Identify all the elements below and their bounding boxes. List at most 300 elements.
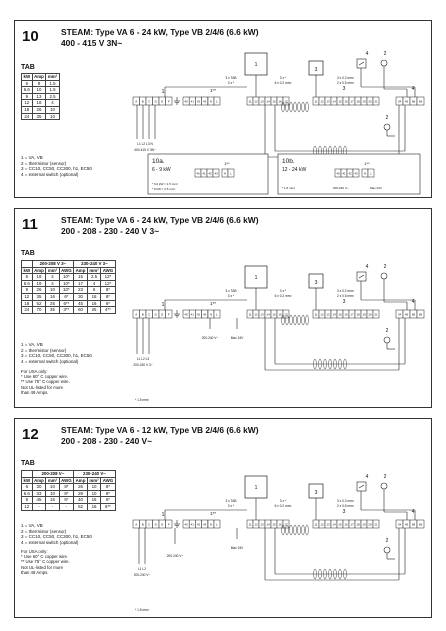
sensor-symbol — [381, 483, 387, 489]
section-title: STEAM: Type VA 6 - 12 kW, Type VB 2/4/6 (6.6 kW) 200 - 208 - 230 - 240 V~ — [61, 425, 259, 446]
unit-number-label: 1 — [161, 89, 165, 95]
supply-phases-label: L1 L2 L3 — [136, 357, 150, 361]
table-cell: 23 — [74, 287, 88, 294]
terminal-label: 41 — [190, 522, 194, 527]
terminal-label: 45 — [404, 522, 409, 527]
table-cell: 10 — [87, 490, 100, 497]
terminal-label: L — [216, 312, 218, 317]
terminal-label: 15 — [272, 99, 276, 104]
terminal-label: 12 — [320, 522, 324, 527]
table-header-cell: 230-240 V 3~ — [74, 261, 116, 268]
legend-item: 1 = VA, VB — [21, 342, 43, 347]
usa-note: than 48 Amps. — [21, 389, 49, 395]
terminal-label: 13 — [326, 522, 330, 527]
terminal-label: 41 — [190, 312, 194, 317]
terminal-label: 68 — [411, 522, 416, 527]
table-cell: 9 — [22, 287, 33, 294]
terminal-label: 14 — [332, 99, 336, 104]
unit-number-label: 4 — [411, 86, 415, 92]
terminal-label: B — [141, 522, 144, 527]
max-voltage-label: Max 24V — [370, 186, 382, 190]
usa-note: ** Use 75° C copper wire. — [21, 559, 70, 565]
terminal-label: C — [148, 312, 151, 317]
table-cell: 24 — [22, 307, 33, 314]
subdiagram-note: * 9 kW = 2.5 mm² — [152, 187, 176, 191]
table-cell: 10* — [59, 274, 74, 281]
terminal-label: 13 — [326, 99, 330, 104]
table-cell: 70 — [32, 307, 46, 314]
terminal-label: L — [216, 99, 218, 104]
terminal-label: 13 — [260, 522, 264, 527]
cable-bundle — [298, 102, 301, 112]
table-cell: 6.6 — [22, 490, 33, 497]
legend-item: 4 = external switch (optional) — [21, 539, 79, 545]
table-cell: - — [46, 503, 59, 510]
cable-label: 3 x 0.2 mm² — [337, 76, 354, 80]
unit-number-label: 2 — [385, 328, 389, 334]
cable-bundle — [290, 525, 293, 535]
section-11 — [14, 208, 432, 408]
table-header-cell: Amp — [34, 74, 44, 79]
terminal-label: 40 — [196, 171, 200, 176]
legend-item: 1 = VA, VB — [21, 523, 43, 528]
terminal-label: 15 — [338, 99, 342, 104]
terminal-label: 43 — [203, 312, 207, 317]
terminal-label: 13 — [260, 99, 264, 104]
terminal-label: 16 — [278, 522, 282, 527]
terminal-label: F — [167, 312, 170, 317]
wiring-diagram — [15, 209, 433, 409]
section-title: STEAM: Type VA 6 - 24 kW, Type VB 2/4/6 (6.6 kW) 400 - 415 V 3N~ — [61, 27, 259, 48]
cable-bundle — [294, 525, 297, 535]
table-cell: 18 — [22, 106, 33, 113]
table-cell: 8* — [101, 287, 116, 294]
table-header-cell: Amp — [34, 267, 44, 273]
cable-label: 3 x 0.2 mm² — [337, 499, 354, 503]
terminal-label: 34 — [397, 522, 402, 527]
cable-bundle — [306, 315, 309, 325]
terminal-label: 42 — [208, 171, 212, 176]
subdiagram-note: * 1.5 mm² — [282, 186, 296, 190]
cable-label: 3 x * — [279, 499, 287, 503]
table-header-cell: kW — [23, 74, 31, 79]
table-cell: 10 — [46, 484, 59, 491]
table-cell: 30 — [32, 484, 46, 491]
terminal-label: 19 — [362, 99, 366, 104]
terminal-label: 69 — [418, 522, 423, 527]
sensor-symbol — [384, 547, 390, 553]
terminal-label: F — [167, 99, 170, 104]
table-cell: 35 — [32, 293, 46, 300]
terminal-label: 42 — [196, 522, 201, 527]
terminal-label: 11 — [314, 522, 318, 527]
terminal-label: D — [154, 99, 157, 104]
cable-label: 3 x TAB — [225, 76, 237, 80]
table-cell: 25 — [46, 300, 59, 307]
unit-number-label: 1 — [161, 302, 165, 308]
unit-number-label: 3 — [314, 490, 318, 496]
terminal-label: D — [154, 312, 157, 317]
table-header-cell: AWG — [61, 477, 72, 483]
legend-item: 2 = thermistor (sensor) — [21, 347, 67, 353]
cable-label: 3 x 0.2 mm² — [337, 289, 354, 293]
table-cell: 6 — [22, 484, 33, 491]
table-cell: 18 — [32, 100, 46, 107]
table-cell: 6* — [59, 293, 74, 300]
table-cell: 35 — [32, 113, 46, 120]
terminal-label: 20 — [368, 522, 372, 527]
usa-note: ** Use 75° C copper wire. — [21, 379, 70, 385]
legend-item: 2 = thermistor (sensor) — [21, 160, 67, 166]
cable-bundle — [290, 102, 293, 112]
legend-item: 3 = CC10, CC50, CC300, h1, EC50 — [21, 353, 92, 359]
table-cell: - — [59, 503, 74, 510]
table-cell: 52 — [74, 503, 88, 510]
table-header-cell: 200-208 V 3~ — [32, 261, 74, 268]
terminal-label: 18 — [356, 99, 360, 104]
table-cell: 30 — [74, 293, 88, 300]
legend-item: 2 = thermistor (sensor) — [21, 528, 67, 534]
terminal-label: 69 — [418, 99, 423, 104]
unit-number-label: 3 — [342, 299, 346, 305]
terminal-label: 16 — [344, 312, 348, 317]
table-cell: 26 — [32, 287, 46, 294]
terminal-label: 40 — [336, 171, 340, 176]
terminal-label: C — [148, 522, 151, 527]
table-cell: 1.5 — [46, 80, 59, 87]
terminal-label: 11 — [314, 99, 318, 104]
table-cell: 6 — [22, 80, 33, 87]
cable-label: 2 x 0.5 mm² — [337, 504, 354, 508]
cable-label: 3 x TAB — [225, 499, 237, 503]
terminal-label: 34 — [397, 312, 402, 317]
terminal-label: 40 — [184, 312, 188, 317]
unit-number-label: 4 — [365, 51, 369, 57]
table-cell: 8* — [59, 490, 74, 497]
section-12 — [14, 418, 432, 618]
terminal-label: 17 — [350, 312, 354, 317]
table-cell: 4 — [46, 280, 59, 287]
legend-item: 3 = CC10, CC50, CC300, h1, EC50 — [21, 534, 92, 540]
terminal-label: 17 — [284, 312, 288, 317]
terminal-label: 43 — [203, 522, 207, 527]
terminal-label: 20 — [368, 312, 372, 317]
terminal-label: E — [161, 99, 164, 104]
table-cell: 6* — [59, 497, 74, 504]
control-voltage-label: 200-240 V~ — [201, 336, 219, 340]
table-cell: 3** — [59, 307, 74, 314]
terminal-label: C — [148, 99, 151, 104]
subdiagram-label: 10b. — [282, 158, 295, 165]
terminal-label: 45 — [404, 99, 409, 104]
table-cell: 33 — [32, 490, 46, 497]
terminal-label: 42 — [196, 312, 201, 317]
terminal-label: A — [135, 522, 138, 527]
table-cell: 10* — [59, 280, 74, 287]
unit-number-label: 2 — [385, 538, 389, 544]
table-cell: 26 — [32, 106, 46, 113]
unit-number-label: 3 — [342, 86, 346, 92]
table-cell: 6* — [101, 497, 116, 504]
table-cell: 16 — [46, 293, 59, 300]
terminal-label: 40 — [184, 522, 188, 527]
table-cell: 12* — [101, 280, 116, 287]
terminal-label: 18 — [356, 312, 360, 317]
unit-number-label: 3 — [314, 67, 318, 73]
terminal-label: 20 — [368, 99, 372, 104]
unit-number-label: 1 — [254, 485, 258, 491]
table-header-cell: AWG — [102, 267, 114, 273]
table-cell: 10 — [46, 113, 59, 120]
terminal-label: 15 — [272, 312, 276, 317]
table-cell: 6** — [101, 503, 116, 510]
terminal-label: 17 — [350, 522, 354, 527]
table-cell: 45 — [32, 497, 46, 504]
terminal-label: 12 — [254, 522, 258, 527]
terminal-label: 68 — [411, 312, 416, 317]
terminal-label: 11 — [248, 99, 252, 104]
terminal-label: A — [135, 99, 138, 104]
table-header-cell: AWG — [61, 267, 72, 273]
table-cell: 2.5 — [46, 93, 59, 100]
table-cell: 10* — [59, 287, 74, 294]
section-10 — [14, 20, 432, 198]
terminal-label: N — [223, 171, 227, 176]
table-cell: 9 — [22, 93, 33, 100]
terminal-label: 12 — [320, 99, 324, 104]
legend-item: 4 = external switch (optional) — [21, 171, 79, 177]
supply-phases-label: L1 L2 L3 N — [137, 142, 153, 146]
terminal-label: 43 — [214, 171, 218, 176]
supply-voltage-label: 200-240 V 3~ — [133, 363, 153, 367]
table-cell: 16 — [87, 497, 100, 504]
table-cell: 9 — [22, 497, 33, 504]
terminal-label: 41 — [202, 171, 206, 176]
terminal-label: 16 — [344, 99, 348, 104]
terminal-label: N — [209, 522, 213, 527]
section-number: 11 — [22, 216, 38, 233]
unit-number-label: 1 — [254, 275, 258, 281]
table-cell: 6** — [59, 300, 74, 307]
terminal-label: B — [141, 312, 144, 317]
table-cell: 18 — [22, 300, 33, 307]
unit-number-label: 2 — [385, 115, 389, 121]
subdiagram-label: 10a. — [152, 158, 165, 165]
cable-label: 3 x * — [279, 289, 287, 293]
unit-number-label: 1** — [209, 88, 217, 93]
terminal-label: 15 — [338, 312, 342, 317]
table-cell: 6* — [101, 300, 116, 307]
unit-number-label: 2 — [383, 474, 387, 480]
table-cell: 8* — [101, 490, 116, 497]
table-cell: 40 — [74, 497, 88, 504]
terminal-label: 15 — [272, 522, 276, 527]
terminal-label: 14 — [332, 522, 336, 527]
terminal-label: 16 — [278, 312, 282, 317]
subdiagram-range: 12 - 24 kW — [282, 167, 307, 173]
subdiagram-range: 6 - 9 kW — [152, 167, 171, 173]
table-cell: 26 — [74, 484, 88, 491]
cable-bundle — [294, 102, 297, 112]
table-cell: 6.6 — [22, 280, 33, 287]
table-cell: 16 — [87, 293, 100, 300]
terminal-label: E — [161, 522, 164, 527]
usa-note: * Use 60° C copper wire. — [21, 554, 69, 560]
table-cell: 10 — [46, 490, 59, 497]
table-cell: 4 — [46, 274, 59, 281]
table-cell: 9 — [32, 80, 46, 87]
terminal-label: 42 — [348, 171, 352, 176]
cable-label: 6 x 0.2 mm² — [274, 504, 292, 508]
table-cell: 8* — [101, 484, 116, 491]
terminal-label: F — [167, 522, 170, 527]
table-cell: 19 — [32, 280, 46, 287]
unit-number-label: 1 — [161, 512, 165, 518]
terminal-label: 21 — [374, 99, 378, 104]
table-header-cell: Amp — [75, 477, 86, 483]
supply-voltage-label: 200-240 V~ — [133, 573, 151, 577]
table-cell: 4 — [87, 280, 100, 287]
terminal-label: D — [154, 522, 157, 527]
table-cell: 45 — [74, 300, 88, 307]
table-cell: 16 — [87, 300, 100, 307]
legend-item: 4 = external switch (optional) — [21, 358, 79, 364]
unit-number-label: 3 — [314, 280, 318, 286]
terminal-label: 16 — [278, 99, 282, 104]
table-header-cell: mm² — [47, 74, 58, 79]
cable-label: 3 x * — [227, 504, 235, 508]
tab-label: TAB — [21, 64, 35, 71]
cable-bundle — [290, 315, 293, 325]
unit-number-label: 4 — [411, 509, 415, 515]
terminal-label: 19 — [362, 312, 366, 317]
unit-number-label: 4 — [411, 299, 415, 305]
table-cell: 16 — [46, 497, 59, 504]
table-cell: 18 — [32, 274, 46, 281]
cable-label: 6 x 0.2 mm² — [274, 81, 292, 85]
table-header-cell: 230-240 V~ — [74, 471, 116, 478]
table-cell: 4 — [46, 100, 59, 107]
sensor-symbol — [384, 124, 390, 130]
subdiagram-note: * 6.6 kW = 1.5 mm² — [152, 182, 178, 186]
unit-number-label: 3 — [342, 509, 346, 515]
terminal-label: 19 — [362, 522, 366, 527]
table-cell: 13 — [32, 93, 46, 100]
terminal-label: N — [209, 99, 213, 104]
terminal-label: 21 — [374, 312, 378, 317]
terminal-label: 43 — [354, 171, 358, 176]
section-title: STEAM: Type VA 6 - 24 kW, Type VB 2/4/6 (6.6 kW) 200 - 208 - 230 - 240 V 3~ — [61, 215, 259, 236]
terminal-label: 13 — [326, 312, 330, 317]
terminal-label: 41 — [190, 99, 194, 104]
terminal-label: 18 — [356, 522, 360, 527]
usa-note: For USA only: — [21, 369, 48, 374]
cable-label: 3 x * — [227, 81, 235, 85]
terminal-label: 13 — [260, 312, 264, 317]
sensor-symbol — [381, 60, 387, 66]
table-cell: 8* — [59, 484, 74, 491]
legend-item: 3 = CC10, CC50, CC300, h1, EC50 — [21, 166, 92, 172]
terminal-label: 14 — [332, 312, 336, 317]
unit-number-label: 1** — [364, 161, 370, 166]
cable-bundle — [306, 525, 309, 535]
cable-bundle — [302, 102, 305, 112]
terminal-label: L — [230, 171, 232, 176]
terminal-label: 40 — [184, 99, 188, 104]
terminal-label: 12 — [320, 312, 324, 317]
terminal-label: 17 — [350, 99, 354, 104]
table-cell: 52 — [32, 300, 46, 307]
terminal-label: B — [141, 99, 144, 104]
table-cell: 35 — [46, 307, 59, 314]
usa-note: * Use 60° C copper wire. — [21, 374, 69, 380]
table-cell: 10 — [32, 87, 46, 94]
unit-number-label: 1** — [224, 161, 230, 166]
terminal-label: 34 — [397, 99, 402, 104]
terminal-label: 14 — [266, 522, 270, 527]
control-voltage-label: 200-240 V~ — [333, 186, 349, 190]
usa-note: than 48 Amps. — [21, 569, 49, 575]
table-cell: 16 — [87, 503, 100, 510]
section-number: 12 — [22, 426, 39, 443]
footnote: * 1.5 mm² — [135, 398, 149, 402]
cable-bundle — [298, 315, 301, 325]
table-cell: 6.6 — [22, 87, 33, 94]
terminal-label: 14 — [266, 99, 270, 104]
tab-label: TAB — [21, 250, 35, 257]
terminal-label: 45 — [404, 312, 409, 317]
table-cell: 10 — [46, 106, 59, 113]
table-cell: 10 — [87, 484, 100, 491]
terminal-label: 15 — [338, 522, 342, 527]
table-cell: 24 — [22, 113, 33, 120]
control-voltage-label: 200-240 V~ — [166, 554, 184, 558]
terminal-label: 11 — [248, 312, 252, 317]
terminal-label: A — [135, 312, 138, 317]
unit-number-label: 4 — [365, 264, 369, 270]
terminal-label: 11 — [314, 312, 318, 317]
table-header-cell: kW — [23, 267, 31, 273]
table-header-cell: AWG — [102, 477, 114, 483]
cable-label: 3 x * — [227, 294, 235, 298]
table-cell: 15 — [74, 274, 88, 281]
terminal-label: 41 — [342, 171, 346, 176]
terminal-label: 12 — [254, 99, 258, 104]
terminal-label: 17 — [284, 522, 288, 527]
terminal-label: 68 — [411, 99, 416, 104]
legend-item: 1 = VA, VB — [21, 155, 43, 160]
table-cell: 12 — [22, 503, 33, 510]
cable-bundle — [302, 525, 305, 535]
table-header-cell: mm² — [89, 267, 99, 273]
terminal-label: 43 — [203, 99, 207, 104]
section-number: 10 — [22, 28, 39, 45]
table-cell: 2.5 — [87, 274, 100, 281]
tab-label: TAB — [21, 460, 35, 467]
wiring-diagram — [15, 21, 433, 199]
unit-number-label: 1 — [254, 62, 258, 68]
terminal-label: 11 — [248, 522, 252, 527]
max-voltage-label: Max 24V — [230, 546, 244, 550]
unit-number-label: 2 — [383, 264, 387, 270]
terminal-label: 17 — [284, 99, 288, 104]
table-cell: 6 — [87, 287, 100, 294]
table-header-cell: mm² — [47, 267, 58, 273]
cable-label: 2 x 0.5 mm² — [337, 294, 354, 298]
unit-number-label: 4 — [365, 474, 369, 480]
footnote: * 1.5 mm² — [135, 608, 149, 612]
table-cell: 12 — [22, 100, 33, 107]
